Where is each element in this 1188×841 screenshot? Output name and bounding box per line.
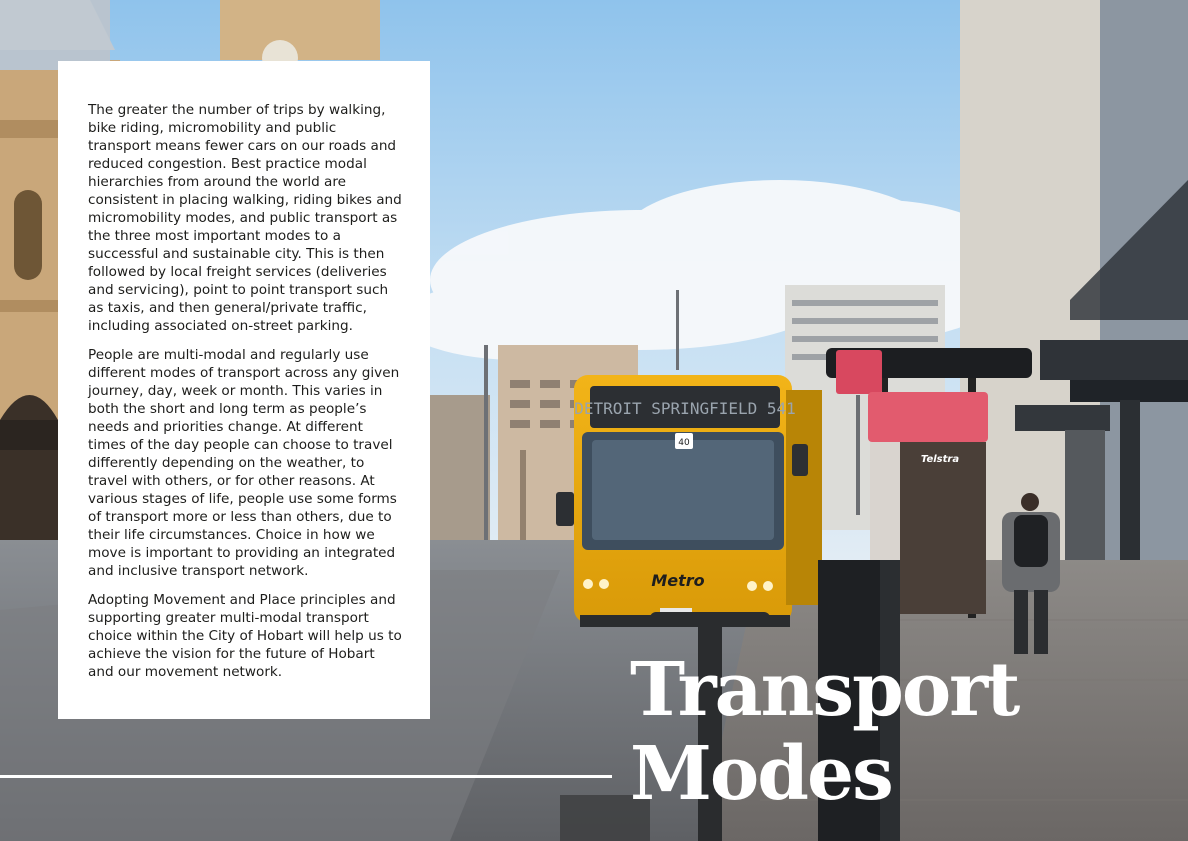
paragraph-3: Adopting Movement and Place principles and supporting greater multi-modal transport choice within the City of Hobart will help us to achieve the vision for the future of Hobart and our movement network. bbox=[88, 592, 402, 680]
body-text-panel bbox=[58, 61, 430, 719]
speed-sign: 40 bbox=[678, 438, 690, 448]
title-line-2: Modes bbox=[630, 731, 892, 817]
metro-bus bbox=[556, 375, 822, 627]
telstra-label: Telstra bbox=[920, 454, 960, 465]
paragraph-1: The greater the number of trips by walking, bike riding, micromobility and public transport means fewer cars on our roads and reduced congestion. Best practice modal hierarchies from around the world are consistent in placing walking, riding bikes and micromobility modes, and public transport as the three most important modes to a successful and sustainable city. This is then followed by local freight services (deliveries and servicing), point to point transport such as taxis, and then general/private traffic, including associated on-street parking. bbox=[88, 102, 402, 334]
page-title bbox=[630, 648, 1018, 816]
paragraph-2: People are multi-modal and regularly use different modes of transport across any given journey, day, week or month. This varies in both the short and long term as people’s needs and priorities change. At different times of the day people can choose to travel differently depending on the weather, to travel with others, or for other reasons. At various stages of life, people use some forms of transport more or less than others, due to their life circumstances. Choice in how we move is important to providing an integrated and inclusive transport network. bbox=[88, 347, 400, 579]
right-building bbox=[960, 0, 1188, 600]
bus-destination-display: DETROIT SPRINGFIELD 541 bbox=[574, 399, 796, 418]
bus-brand: Metro bbox=[651, 571, 705, 590]
horizontal-rule bbox=[0, 775, 612, 778]
title-line-1: Transport bbox=[630, 647, 1019, 733]
